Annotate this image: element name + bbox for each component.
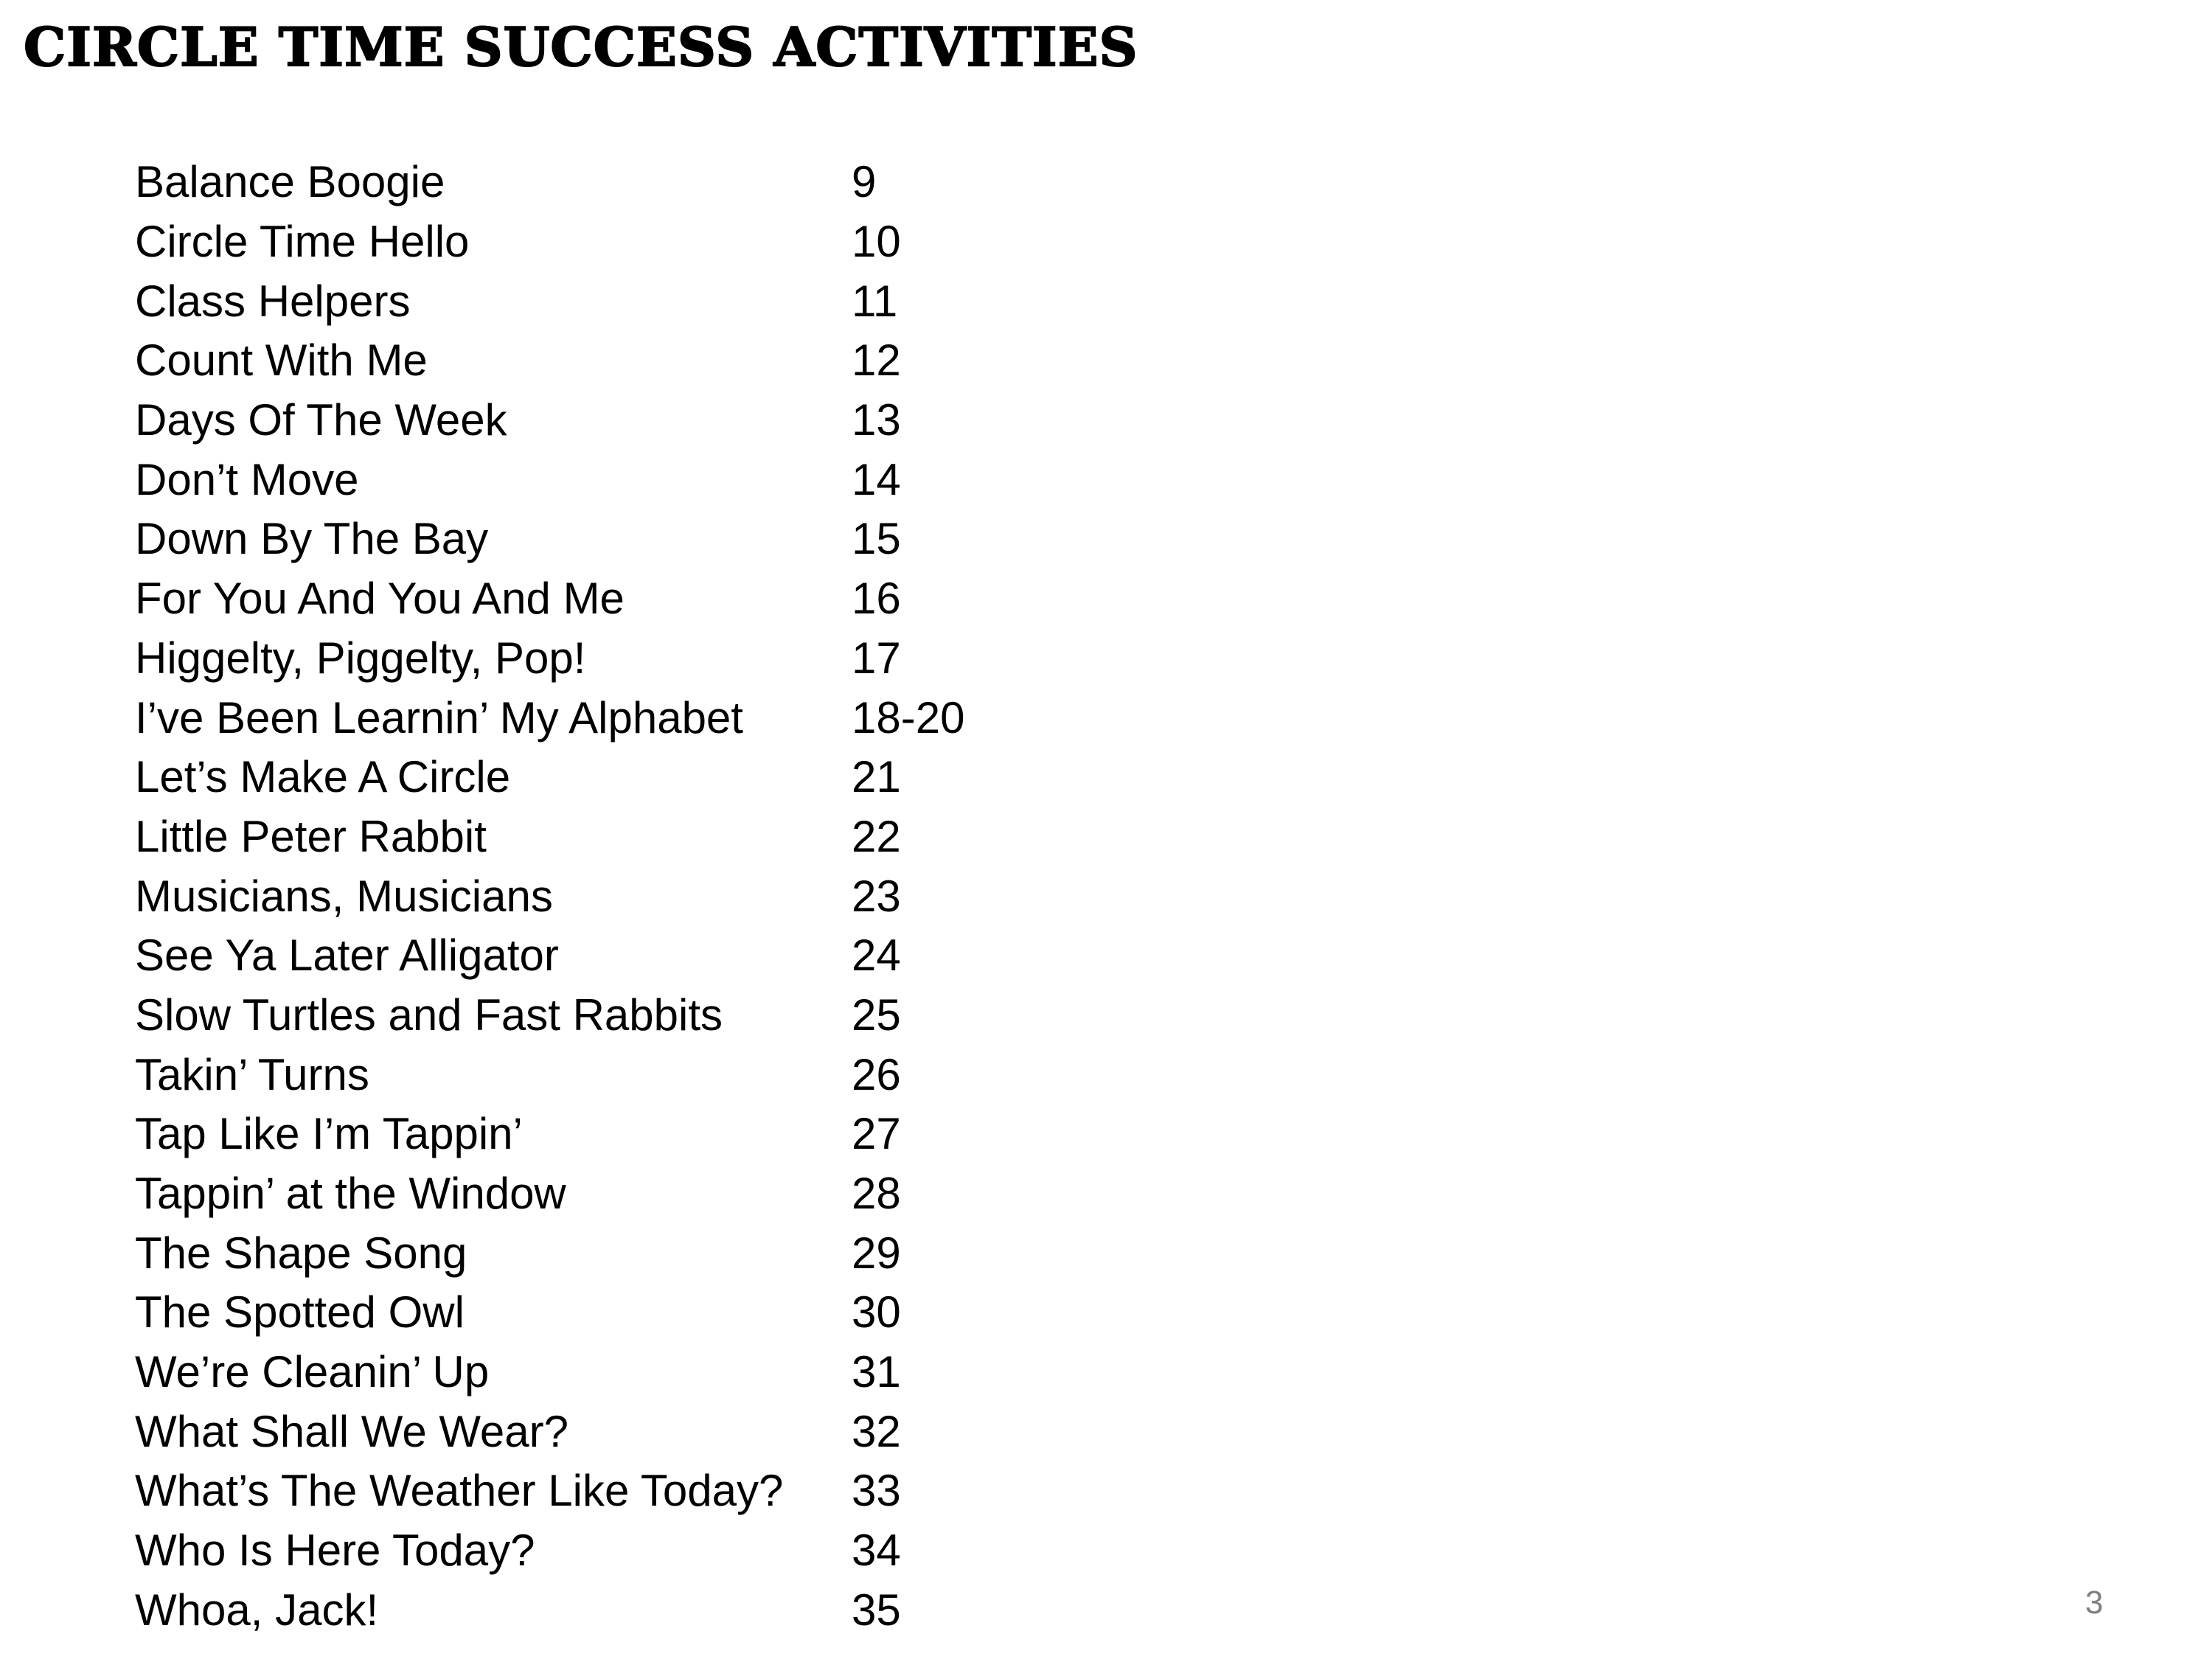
list-item: [135, 1521, 964, 1581]
entry-title: Class Helpers: [135, 276, 411, 326]
entry-page: 26: [852, 1049, 901, 1099]
entry-page: 27: [852, 1109, 901, 1159]
list-item: [135, 212, 964, 272]
entry-title: Tappin’ at the Window: [135, 1169, 566, 1219]
entry-title: Tap Like I’m Tappin’: [135, 1109, 523, 1159]
entry-page: 28: [852, 1169, 901, 1219]
entry-page: 17: [852, 633, 901, 683]
list-item: [135, 629, 964, 689]
list-item: [135, 986, 964, 1046]
entry-title: I’ve Been Learnin’ My Alphabet: [135, 692, 743, 742]
list-item: [135, 569, 964, 629]
entry-title: Count With Me: [135, 335, 428, 386]
list-item: [135, 688, 964, 748]
entry-page: 18-20: [852, 692, 965, 742]
entry-title: Balance Boogie: [135, 157, 445, 207]
list-item: [135, 748, 964, 807]
entry-page: 9: [852, 157, 877, 207]
list-item: [135, 926, 964, 986]
entry-title: The Shape Song: [135, 1228, 467, 1278]
entry-title: For You And You And Me: [135, 574, 625, 624]
entry-title: Higgelty, Piggelty, Pop!: [135, 633, 586, 683]
list-item: [135, 331, 964, 391]
entry-page: 13: [852, 395, 901, 445]
list-item: [135, 1402, 964, 1461]
entry-page: 34: [852, 1526, 901, 1576]
list-item: [135, 153, 964, 212]
entry-title: Takin’ Turns: [135, 1049, 369, 1099]
entry-page: 11: [852, 276, 898, 326]
entry-title: What Shall We Wear?: [135, 1406, 569, 1456]
entry-title: The Spotted Owl: [135, 1287, 465, 1338]
entry-title: Down By The Bay: [135, 514, 489, 564]
entry-page: 12: [852, 335, 901, 386]
list-item: [135, 450, 964, 509]
entry-page: 35: [852, 1585, 901, 1635]
list-item: [135, 271, 964, 331]
entry-title: See Ya Later Alligator: [135, 931, 559, 981]
list-item: [135, 509, 964, 569]
list-item: [135, 1164, 964, 1224]
list-item: [135, 1105, 964, 1164]
list-item: [135, 1283, 964, 1343]
entry-title: What’s The Weather Like Today?: [135, 1466, 784, 1516]
entry-title: Whoa, Jack!: [135, 1585, 379, 1635]
page-number: 3: [2085, 1585, 2104, 1621]
entry-page: 25: [852, 990, 901, 1040]
entry-title: We’re Cleanin’ Up: [135, 1347, 490, 1397]
entry-page: 10: [852, 217, 901, 267]
entry-title: Musicians, Musicians: [135, 871, 553, 921]
list-item: [135, 1581, 964, 1641]
entry-title: Don’t Move: [135, 454, 359, 504]
page-title: CIRCLE TIME SUCCESS ACTIVITIES: [24, 15, 1138, 78]
list-item: [135, 1223, 964, 1283]
entry-title: Circle Time Hello: [135, 217, 470, 267]
entry-page: 15: [852, 514, 901, 564]
entry-page: 23: [852, 871, 901, 921]
entry-page: 30: [852, 1287, 901, 1338]
entry-page: 24: [852, 931, 901, 981]
entry-page: 22: [852, 811, 901, 861]
entry-title: Who Is Here Today?: [135, 1526, 535, 1576]
list-item: [135, 866, 964, 926]
entry-title: Days Of The Week: [135, 395, 507, 445]
table-of-contents: [135, 153, 964, 1640]
entry-page: 14: [852, 454, 901, 504]
list-item: [135, 1343, 964, 1402]
entry-title: Slow Turtles and Fast Rabbits: [135, 990, 723, 1040]
entry-page: 29: [852, 1228, 901, 1278]
entry-page: 16: [852, 574, 901, 624]
list-item: [135, 391, 964, 451]
entry-title: Little Peter Rabbit: [135, 811, 487, 861]
entry-page: 31: [852, 1347, 901, 1397]
list-item: [135, 807, 964, 867]
list-item: [135, 1461, 964, 1521]
entry-title: Let’s Make A Circle: [135, 752, 511, 802]
entry-page: 32: [852, 1406, 901, 1456]
entry-page: 33: [852, 1466, 901, 1516]
entry-page: 21: [852, 752, 901, 802]
list-item: [135, 1045, 964, 1105]
